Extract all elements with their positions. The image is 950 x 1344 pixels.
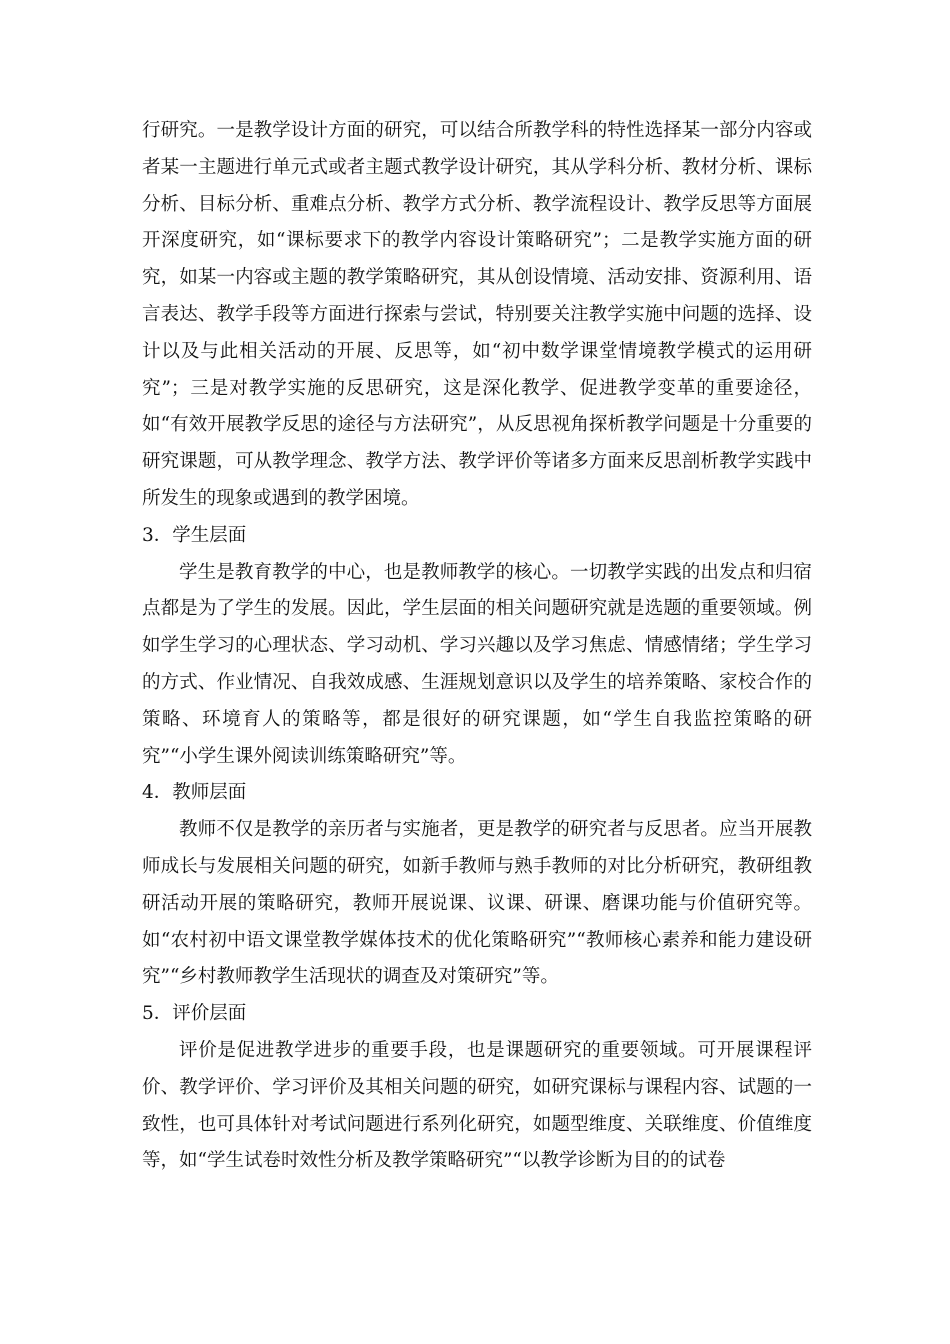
paragraph-teacher-level: 教师不仅是教学的亲历者与实施者，更是教学的研究者与反思者。应当开展教师成长与发展相关问题的研究，如新手教师与熟手教师的对比分析研究，教研组教研活动开展的策略研究，教师开展说课、议课、研课、磨课功能与价值研究等。如“农村初中语文课堂教学媒体技术的优化策略研究”“教师核心素养和能力建设研究”“乡村教师教学生活现状的调查及对策研究”等。 xyxy=(142,819,812,988)
paragraph-student-level: 学生是教育教学的中心，也是教师教学的核心。一切教学实践的出发点和归宿点都是为了学生的发展。因此，学生层面的相关问题研究就是选题的重要领域。例如学生学习的心理状态、学习动机、学习兴趣以及学习焦虑、情感情绪；学生学习的方式、作业情况、自我效成感、生涯规划意识以及学生的培养策略、家校合作的策略、环境育人的策略等，都是很好的研究课题，如“学生自我监控策略的研究”“小学生课外阅读训练策略研究”等。 xyxy=(142,561,812,767)
section-heading-student-level: 3．学生层面 xyxy=(142,524,247,546)
paragraph-teaching-research-continued: 行研究。一是教学设计方面的研究，可以结合所教学科的特性选择某一部分内容或者某一主题进行单元式或者主题式教学设计研究，其从学科分析、教材分析、课标分析、目标分析、重难点分析、教学方式分析、教学流程设计、教学反思等方面展开深度研究，如“课标要求下的教学内容设计策略研究”；二是教学实施方面的研究，如某一内容或主题的教学策略研究，其从创设情境、活动安排、资源利用、语言表达、教学手段等方面进行探索与尝试，特别要关注教学实施中问题的选择、设计以及与此相关活动的开展、反思等，如“初中数学课堂情境教学模式的运用研究”；三是对教学实施的反思研究，这是深化教学、促进教学变革的重要途径，如“有效开展教学反思的途径与方法研究”，从反思视角探析教学问题是十分重要的研究课题，可从教学理念、教学方法、教学评价等诸多方面来反思剖析教学实践中所发生的现象或遇到的教学困境。 xyxy=(142,120,812,509)
section-heading-evaluation-level: 5．评价层面 xyxy=(142,1003,247,1025)
paragraph-evaluation-level: 评价是促进教学进步的重要手段，也是课题研究的重要领域。可开展课程评价、教学评价、学习评价及其相关问题的研究，如研究课标与课程内容、试题的一致性，也可具体针对考试问题进行系列化研究，如题型维度、关联维度、价值维度等，如“学生试卷时效性分析及教学策略研究”“以教学诊断为目的的试卷 xyxy=(142,1039,812,1172)
section-heading-teacher-level: 4．教师层面 xyxy=(142,782,247,804)
document-body xyxy=(142,113,812,1180)
